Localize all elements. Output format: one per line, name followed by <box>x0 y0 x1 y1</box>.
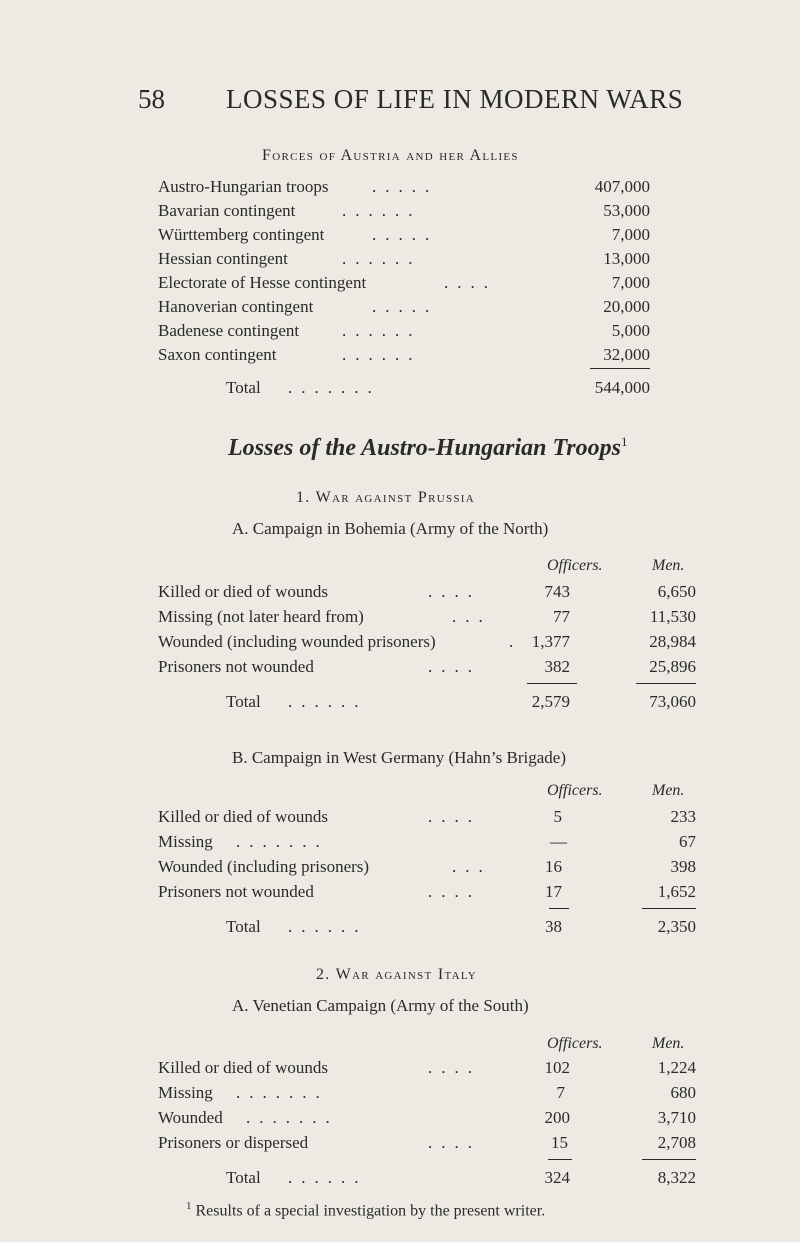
campaign-venetian-title: A. Venetian Campaign (Army of the South) <box>232 996 529 1015</box>
row-label: Electorate of Hesse contingent <box>158 273 367 292</box>
officers-value: 743 <box>544 582 570 601</box>
officers-value: 2,579 <box>531 692 570 711</box>
table-row <box>0 345 800 369</box>
row-value: 7,000 <box>611 225 650 244</box>
row-label: Hanoverian contingent <box>158 297 314 316</box>
leader-dots: ..... <box>372 297 439 316</box>
men-value: 2,350 <box>657 917 696 936</box>
row-label: Prisoners or dispersed <box>158 1133 309 1152</box>
row-label: Missing <box>158 832 213 851</box>
losses-title-text: Losses of the Austro-Hungarian Troops <box>228 435 621 461</box>
officers-value: 77 <box>553 607 570 626</box>
row-label: Wounded <box>158 1108 223 1127</box>
leader-dots: ...... <box>342 249 422 268</box>
men-value: 11,530 <box>649 607 696 626</box>
row-label: Saxon contingent <box>158 345 277 364</box>
table-row <box>0 582 800 606</box>
col-men-header: Men. <box>652 1035 685 1052</box>
total-row <box>0 378 800 402</box>
total-row <box>0 917 800 941</box>
row-label: Missing <box>158 1083 213 1102</box>
row-label: Badenese contingent <box>158 321 300 340</box>
table-row <box>0 1133 800 1157</box>
leader-dots: ...... <box>342 321 422 340</box>
row-label: Hessian contingent <box>158 249 288 268</box>
leader-dots: .... <box>428 582 481 601</box>
footnote-text: Results of a special investigation by the present writer. <box>195 1202 546 1220</box>
leader-dots: ..... <box>372 225 439 244</box>
row-label: Killed or died of wounds <box>158 807 328 826</box>
table-row <box>0 273 800 297</box>
men-value: 73,060 <box>649 692 696 711</box>
total-label: Total <box>226 692 261 711</box>
leader-dots: .... <box>444 273 497 292</box>
col-officers-header: Officers. <box>547 1035 603 1052</box>
officers-value: 16 <box>545 857 562 876</box>
col-men-header: Men. <box>652 557 685 574</box>
forces-title: Forces of Austria and her Allies <box>262 147 519 164</box>
sum-rule <box>548 1159 572 1160</box>
men-value: 25,896 <box>649 657 696 676</box>
total-value: 544,000 <box>594 378 650 397</box>
row-value: 5,000 <box>611 321 650 340</box>
men-value: 1,224 <box>657 1058 696 1077</box>
officers-value: 382 <box>544 657 570 676</box>
officers-value: 200 <box>544 1108 570 1127</box>
war-italy-title: 2. War against Italy <box>316 966 478 983</box>
officers-value: — <box>550 832 567 851</box>
leader-dots: ...... <box>288 1168 368 1187</box>
officers-value: 7 <box>556 1083 565 1102</box>
men-value: 8,322 <box>657 1168 696 1187</box>
table-row <box>0 1083 800 1107</box>
row-label: Bavarian contingent <box>158 201 296 220</box>
leader-dots: ..... <box>372 177 439 196</box>
row-value: 407,000 <box>594 177 650 196</box>
row-label: Prisoners not wounded <box>158 882 314 901</box>
page-number: 58 <box>138 84 165 114</box>
sum-rule <box>590 368 650 369</box>
running-head: LOSSES OF LIFE IN MODERN WARS <box>226 84 684 114</box>
campaign-bohemia-title: A. Campaign in Bohemia (Army of the North) <box>232 519 549 538</box>
footnote-marker: 1 <box>186 1200 192 1212</box>
table-row <box>0 607 800 631</box>
officers-value: 5 <box>553 807 562 826</box>
leader-dots: .... <box>428 807 481 826</box>
sum-rule <box>527 683 577 684</box>
leader-dots: ...... <box>288 692 368 711</box>
total-label: Total <box>226 1168 261 1187</box>
total-row <box>0 692 800 716</box>
leader-dots: .... <box>428 1133 481 1152</box>
footnote <box>186 1200 545 1220</box>
war-prussia-title: 1. War against Prussia <box>296 489 475 506</box>
row-label: Wounded (including wounded prisoners) <box>158 632 436 651</box>
total-row <box>0 1168 800 1192</box>
officers-value: 1,377 <box>531 632 570 651</box>
men-value: 67 <box>679 832 696 851</box>
table-row <box>0 857 800 881</box>
row-label: Missing (not later heard from) <box>158 607 364 626</box>
table-row <box>0 321 800 345</box>
officers-value: 324 <box>544 1168 570 1187</box>
officers-value: 38 <box>545 917 562 936</box>
men-value: 3,710 <box>657 1108 696 1127</box>
losses-title <box>228 434 627 462</box>
men-value: 28,984 <box>649 632 696 651</box>
leader-dots: . <box>509 632 523 651</box>
row-label: Killed or died of wounds <box>158 1058 328 1077</box>
leader-dots: .... <box>428 882 481 901</box>
leader-dots: ...... <box>342 201 422 220</box>
row-value: 20,000 <box>603 297 650 316</box>
sum-rule <box>549 908 569 909</box>
leader-dots: ... <box>452 857 492 876</box>
row-value: 13,000 <box>603 249 650 268</box>
table-row <box>0 201 800 225</box>
sum-rule <box>642 908 696 909</box>
men-value: 1,652 <box>657 882 696 901</box>
footnote-marker: 1 <box>620 434 628 449</box>
table-row <box>0 632 800 656</box>
row-value: 7,000 <box>611 273 650 292</box>
row-label: Killed or died of wounds <box>158 582 328 601</box>
table-row <box>0 657 800 681</box>
men-value: 2,708 <box>657 1133 696 1152</box>
row-label: Wounded (including prisoners) <box>158 857 370 876</box>
officers-value: 102 <box>544 1058 570 1077</box>
row-label: Württemberg contingent <box>158 225 325 244</box>
row-value: 53,000 <box>603 201 650 220</box>
officers-value: 17 <box>545 882 562 901</box>
officers-value: 15 <box>551 1133 568 1152</box>
leader-dots: .... <box>428 1058 481 1077</box>
col-men-header: Men. <box>652 782 685 799</box>
campaign-westgermany-title: B. Campaign in West Germany (Hahn’s Brigade) <box>232 748 566 767</box>
leader-dots: ...... <box>342 345 422 364</box>
table-row <box>0 1058 800 1082</box>
row-label: Austro-Hungarian troops <box>158 177 329 196</box>
men-value: 233 <box>670 807 696 826</box>
sum-rule <box>636 683 696 684</box>
row-value: 32,000 <box>603 345 650 364</box>
table-row <box>0 225 800 249</box>
sum-rule <box>642 1159 696 1160</box>
leader-dots: .... <box>428 657 481 676</box>
leader-dots: ...... <box>288 917 368 936</box>
leader-dots: ....... <box>288 378 381 397</box>
men-value: 398 <box>670 857 696 876</box>
table-row <box>0 1108 800 1132</box>
leader-dots: ....... <box>236 1083 329 1102</box>
table-row <box>0 297 800 321</box>
table-row <box>0 177 800 201</box>
col-officers-header: Officers. <box>547 782 603 799</box>
table-row <box>0 832 800 856</box>
total-label: Total <box>226 917 261 936</box>
row-label: Prisoners not wounded <box>158 657 314 676</box>
table-row <box>0 249 800 273</box>
leader-dots: ... <box>452 607 492 626</box>
leader-dots: ....... <box>236 832 329 851</box>
men-value: 6,650 <box>657 582 696 601</box>
men-value: 680 <box>670 1083 696 1102</box>
total-label: Total <box>226 378 261 397</box>
col-officers-header: Officers. <box>547 557 603 574</box>
table-row <box>0 807 800 831</box>
leader-dots: ....... <box>246 1108 339 1127</box>
table-row <box>0 882 800 906</box>
